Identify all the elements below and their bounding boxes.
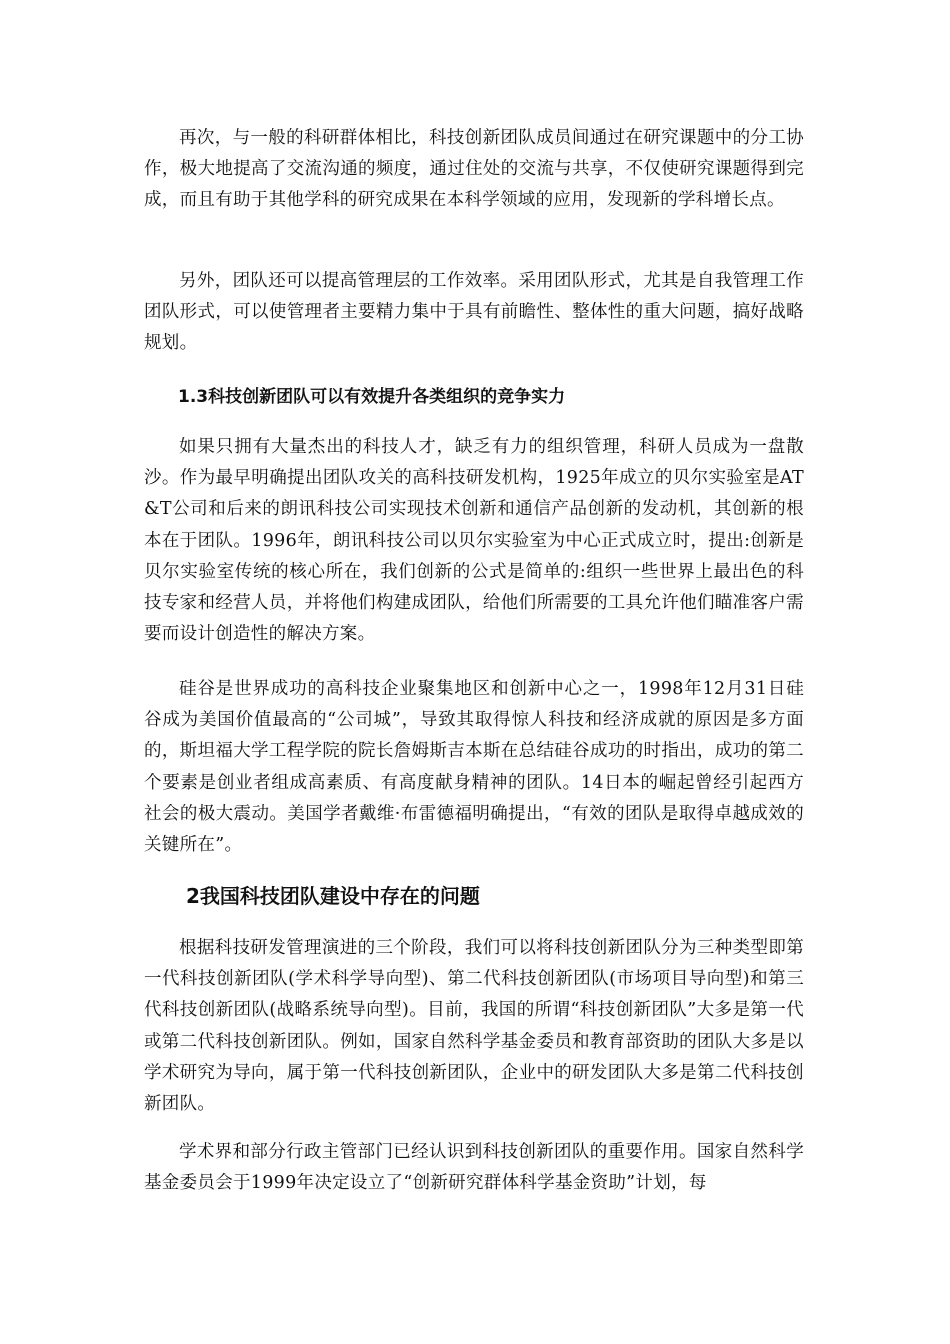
paragraph-team-types: 根据科技研发管理演进的三个阶段，我们可以将科技创新团队分为三种类型即第一代科技创新团队(学术科学导向型)、第二代科技创新团队(市场项目导向型)和第三代科技创新团队(战略系统导向型)。目前，我国的所谓“科技创新团队”大多是第一代或第二代科技创新团队。例如，国家自然科学基金委员和教育部资助的团队大多是以学术研究为导向，属于第一代科技创新团队，企业中的研发团队大多是第二代科技创新团队。 <box>144 938 804 1115</box>
section-heading-1-3: 1.3科技创新团队可以有效提升各类组织的竞争实力 <box>178 387 566 407</box>
paragraph-management-efficiency: 另外，团队还可以提高管理层的工作效率。采用团队形式，尤其是自我管理工作团队形式，可以使管理者主要精力集中于具有前瞻性、整体性的重大问题，搞好战略规划。 <box>144 271 804 354</box>
paragraph-silicon-valley: 硅谷是世界成功的高科技企业聚集地区和创新中心之一，1998年12月31日硅谷成为美国价值最高的“公司城”，导致其取得惊人科技和经济成就的原因是多方面的，斯坦福大学工程学院的院长詹姆斯吉本斯在总结硅谷成功的时指出，成功的第二个要素是创业者组成高素质、有高度献身精神的团队。14日本的崛起曾经引起西方社会的极大震动。美国学者戴维·布雷德福明确提出，“有效的团队是取得卓越成效的关键所在”。 <box>144 679 804 856</box>
paragraph-bell-labs: 如果只拥有大量杰出的科技人才，缺乏有力的组织管理，科研人员成为一盘散沙。作为最早明确提出团队攻关的高科技研发机构，1925年成立的贝尔实验室是AT &T公司和后来的朗讯科技公司实现技术创新和通信产品创新的发动机，其创新的根本在于团队。1996年，朗讯科技公司以贝尔实验室为中心正式成立时，提出:创新是贝尔实验室传统的核心所在，我们创新的公式是简单的:组织一些世界上最出色的科技专家和经营人员，并将他们构建成团队，给他们所需要的工具允许他们瞄准客户需要而设计创造性的解决方案。 <box>144 437 804 645</box>
paragraph-academic-support: 学术界和部分行政主管部门已经认识到科技创新团队的重要作用。国家自然科学基金委员会于1999年决定设立了“创新研究群体科学基金资助”计划，每 <box>144 1142 804 1194</box>
paragraph-collaboration: 再次，与一般的科研群体相比，科技创新团队成员间通过在研究课题中的分工协作，极大地提高了交流沟通的频度，通过住处的交流与共享，不仅使研究课题得到完成，而且有助于其他学科的研究成果在本科学领域的应用，发现新的学科增长点。 <box>144 128 804 211</box>
section-heading-2: 2我国科技团队建设中存在的问题 <box>186 884 480 908</box>
